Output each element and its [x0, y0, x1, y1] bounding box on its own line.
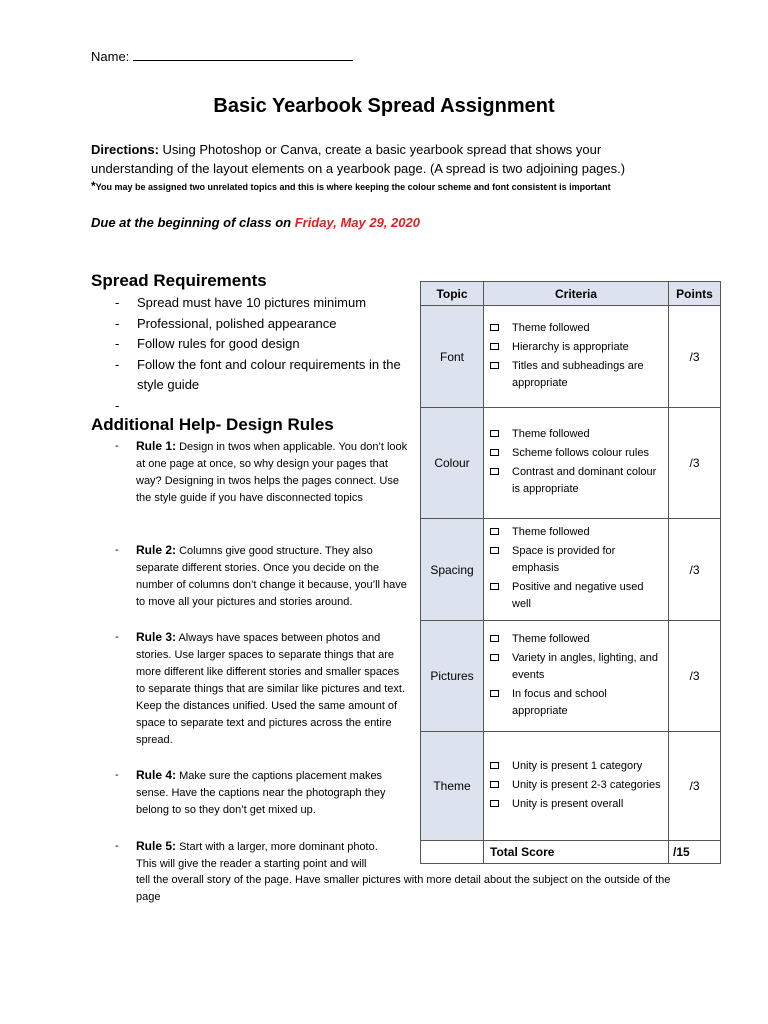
table-row: [421, 732, 721, 841]
criteria-item: [490, 579, 664, 613]
checkbox-icon: [490, 583, 499, 590]
rule-dash: -: [115, 631, 119, 643]
due-date-line: [91, 215, 420, 230]
name-field: [91, 48, 353, 64]
criteria-item: [490, 650, 664, 684]
rule-dash: -: [115, 840, 119, 852]
rule-label: Rule 2:: [136, 543, 177, 557]
rule-5-continuation: tell the overall story of the page. Have smaller pictures with more detail about the subject on the outside of the page: [136, 874, 671, 903]
directions-text: Using Photoshop or Canva, create a basic yearbook spread that shows your understanding of the layout elements on a yearbook page. (A spread is two adjoining pages.): [91, 142, 626, 176]
directions: [91, 140, 681, 178]
criteria-text: Unity is present 1 category: [512, 759, 643, 772]
header-topic: Topic: [421, 282, 484, 306]
rule-dash: -: [115, 769, 119, 781]
page-title: Basic Yearbook Spread Assignment: [213, 95, 555, 117]
rule-text: Design in twos when applicable. You don’t look at one page at once, so why design your pages that way? Designing in twos helps the pages connect. Use the style guide if you have disconnected topics: [136, 441, 408, 504]
criteria-item: [490, 358, 664, 392]
criteria-text: Unity is present 2-3 categories: [512, 778, 661, 791]
list-item: [115, 396, 405, 417]
due-prefix: Due at the beginning of class on: [91, 215, 295, 230]
list-item: - Follow the font and colour requirements in the style guide: [115, 355, 405, 396]
criteria-cell: [484, 621, 669, 732]
rule-text: This will give the reader a starting point and will: [136, 858, 367, 870]
due-date: Friday, May 29, 2020: [294, 215, 420, 230]
criteria-item: [490, 777, 664, 794]
list-item: - Follow rules for good design: [115, 334, 405, 355]
criteria-item: [490, 320, 664, 337]
directions-label: Directions:: [91, 142, 159, 157]
total-row: [421, 841, 721, 864]
note-asterisk: *: [91, 179, 96, 193]
rule-text: Always have spaces between photos and stories. Use larger spaces to separate things that are more different like different stories and smaller spaces to separate things that are similar like pictures and text. Keep the distances unified. Used the same amount of space to separate text and pictures across the entire spread.: [136, 632, 406, 746]
list-item: - Professional, polished appearance: [115, 314, 405, 335]
checkbox-icon: [490, 362, 499, 369]
table-row: [421, 408, 721, 519]
checkbox-icon: [490, 800, 499, 807]
topic-cell: Pictures: [421, 621, 484, 732]
criteria-text: Theme followed: [512, 428, 590, 440]
criteria-item: [490, 796, 664, 813]
criteria-cell: [484, 519, 669, 621]
rule-text: Make sure the captions placement makes sense. Have the captions near the photograph they belong to so they don’t get mixed up.: [136, 770, 386, 816]
checkbox-icon: [490, 528, 499, 535]
criteria-text: Theme followed: [512, 321, 590, 334]
criteria-item: [490, 686, 664, 720]
points-cell: /3: [669, 732, 721, 841]
checkbox-icon: [490, 781, 499, 788]
criteria-item: [490, 631, 664, 648]
rule-2: [115, 542, 408, 611]
checkbox-icon: [490, 449, 499, 456]
rule-3: [115, 629, 408, 749]
rule-text: Columns give good structure. They also separate different stories. Once you decide on the number of columns don’t change it because, you’ll have to move all your pictures and stories around.: [136, 545, 407, 608]
criteria-item: [490, 445, 664, 462]
points-cell: /3: [669, 408, 721, 519]
header-points: Points: [669, 282, 721, 306]
criteria-cell: [484, 732, 669, 841]
spread-requirements-heading: Spread Requirements: [91, 271, 267, 290]
rubric-table: [420, 281, 721, 864]
design-rules-heading: Additional Help- Design Rules: [91, 415, 334, 434]
total-label: Total Score: [484, 841, 669, 864]
topic-cell: Spacing: [421, 519, 484, 621]
topic-cell: Theme: [421, 732, 484, 841]
criteria-item: [490, 758, 664, 775]
checkbox-icon: [490, 430, 499, 437]
table-header-row: [421, 282, 721, 306]
note-text: You may be assigned two unrelated topics and this is where keeping the colour scheme and font consistent is important: [95, 182, 611, 192]
criteria-cell: [484, 306, 669, 408]
rule-dash: -: [115, 440, 119, 452]
topic-cell: Font: [421, 306, 484, 408]
criteria-text: Space is provided for emphasis: [512, 545, 616, 574]
checkbox-icon: [490, 343, 499, 350]
criteria-text: Theme followed: [512, 632, 590, 645]
name-label: Name:: [91, 49, 130, 64]
criteria-text: Scheme follows colour rules: [512, 447, 649, 459]
criteria-item: [490, 426, 664, 443]
criteria-text: Variety in angles, lighting, and events: [512, 651, 658, 681]
rule-4: [115, 767, 408, 819]
checkbox-icon: [490, 635, 499, 642]
topic-cell: Colour: [421, 408, 484, 519]
rule-label: Rule 1:: [136, 439, 177, 453]
checkbox-icon: [490, 690, 499, 697]
rule-dash: -: [115, 544, 119, 556]
name-blank-line: [133, 48, 353, 61]
table-row: [421, 519, 721, 621]
header-criteria: Criteria: [484, 282, 669, 306]
checkbox-icon: [490, 324, 499, 331]
total-value: /15: [669, 841, 721, 864]
checkbox-icon: [490, 468, 499, 475]
criteria-item: [490, 339, 664, 356]
rule-text: Start with a larger, more dominant photo.: [176, 841, 378, 853]
rule-label: Rule 3:: [136, 630, 177, 644]
table-row: [421, 306, 721, 408]
criteria-text: Contrast and dominant colour is appropriate: [512, 466, 657, 495]
criteria-text: Theme followed: [512, 526, 590, 538]
consistency-note: [91, 180, 711, 193]
criteria-item: [490, 464, 664, 498]
criteria-cell: [484, 408, 669, 519]
checkbox-icon: [490, 547, 499, 554]
points-cell: /3: [669, 621, 721, 732]
criteria-text: Positive and negative used well: [512, 581, 644, 610]
rule-label: Rule 4:: [136, 768, 177, 782]
checkbox-icon: [490, 762, 499, 769]
list-item: - Spread must have 10 pictures minimum: [115, 293, 405, 314]
criteria-text: Unity is present overall: [512, 797, 624, 810]
requirements-list: [115, 293, 405, 416]
table-row: [421, 621, 721, 732]
criteria-item: [490, 543, 664, 577]
criteria-text: Hierarchy is appropriate: [512, 340, 629, 353]
checkbox-icon: [490, 654, 499, 661]
criteria-text: In focus and school appropriate: [512, 687, 607, 717]
points-cell: /3: [669, 519, 721, 621]
criteria-item: [490, 524, 664, 541]
rule-label: Rule 5:: [136, 839, 177, 853]
points-cell: /3: [669, 306, 721, 408]
rule-1: [115, 438, 408, 507]
criteria-text: Titles and subheadings are appropriate: [512, 359, 644, 389]
total-spacer: [421, 841, 484, 864]
